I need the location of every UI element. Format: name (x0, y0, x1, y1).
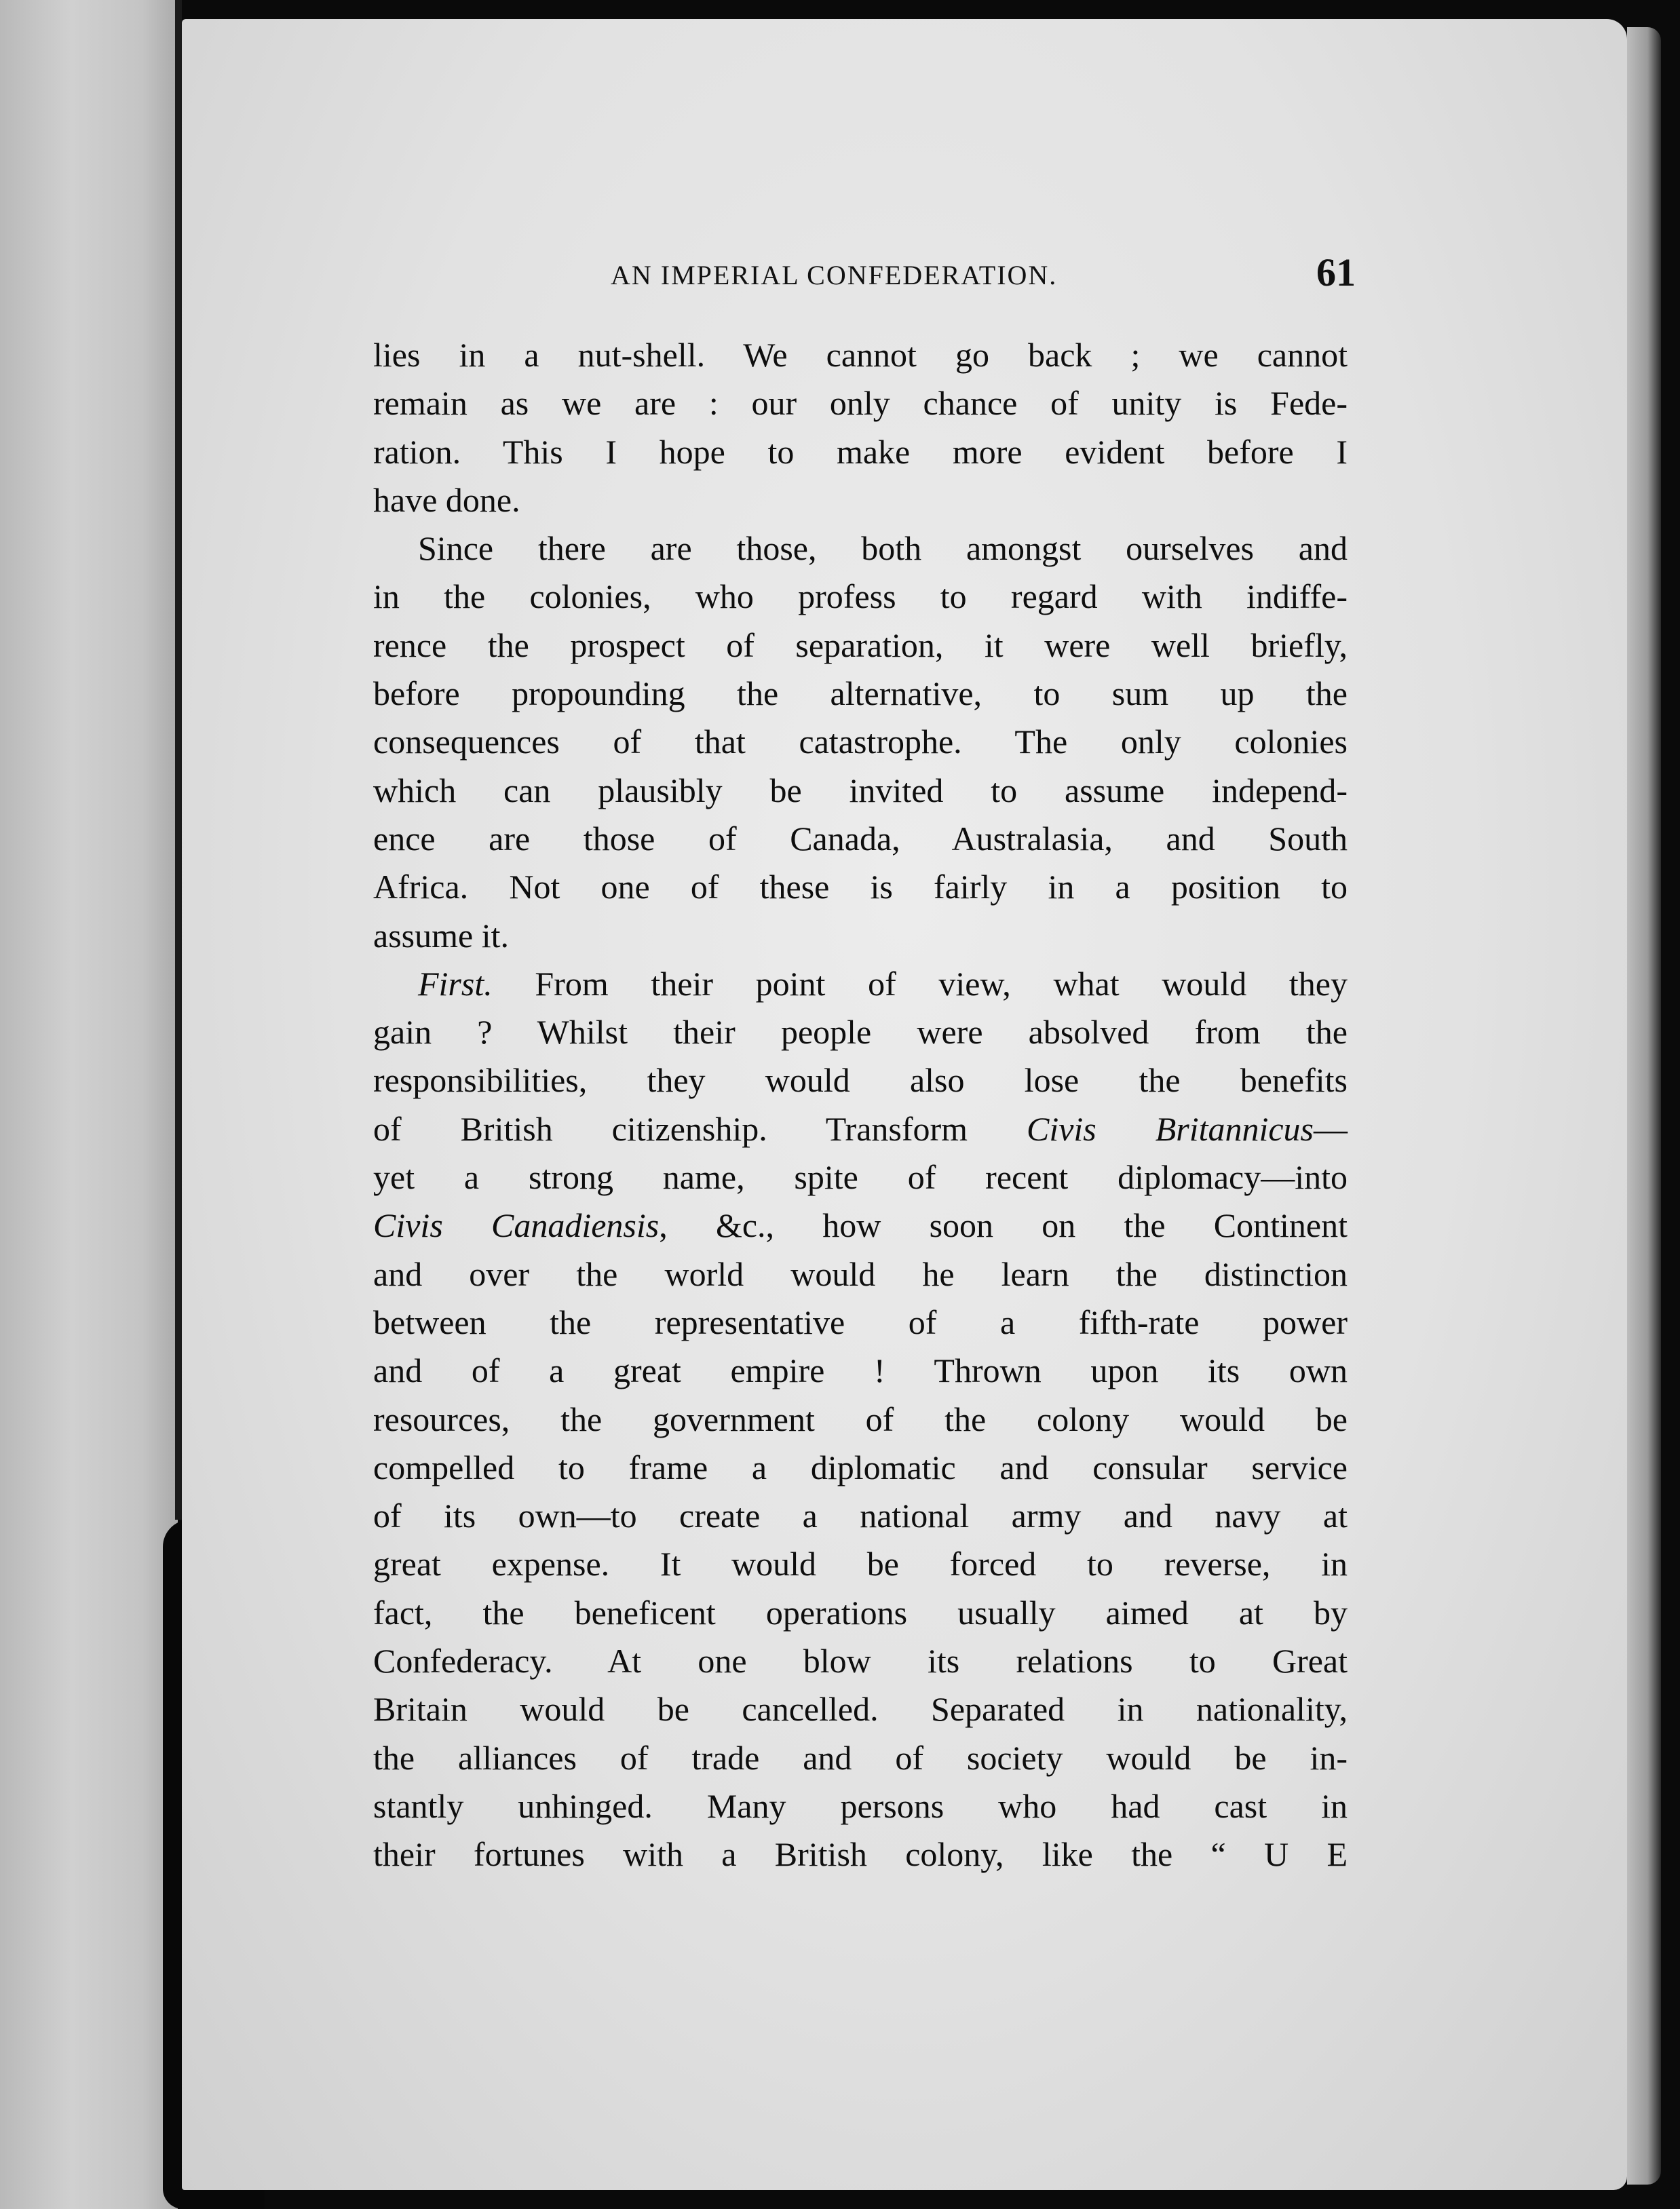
text-line: great expense. It would be forced to reverse, in (373, 1545, 1348, 1583)
text-line: ration. This I hope to make more evident before I (373, 432, 1348, 471)
text-line: between the representative of a fifth-rate power (373, 1303, 1348, 1341)
facing-page-edge (0, 0, 178, 2209)
text-line: lies in a nut-shell. We cannot go back ; we cannot (373, 336, 1348, 374)
text-line (373, 1105, 1348, 1153)
text-fragment: , &c., how soon on the Continent (659, 1206, 1348, 1245)
text-line: of its own—to create a national army and navy at (373, 1497, 1348, 1535)
text-line: remain as we are : our only chance of unity is Fede- (373, 384, 1348, 423)
text-line (373, 960, 1348, 1008)
text-line: and over the world would he learn the distinction (373, 1254, 1348, 1293)
text-line: in the colonies, who profess to regard with indiffe- (373, 577, 1348, 616)
text-line: which can plausibly be invited to assume independ- (373, 771, 1348, 809)
page-edge-right (1627, 27, 1661, 2185)
italic-first: First. (418, 964, 493, 1003)
text-fragment: From their point of view, what would they (535, 964, 1348, 1003)
text-line: stantly unhinged. Many persons who had cast in (373, 1786, 1348, 1825)
text-line: yet a strong name, spite of recent diplomacy—into (373, 1158, 1348, 1197)
text-line (373, 1202, 1348, 1250)
text-line: Since there are those, both amongst ourselves and (418, 529, 1348, 568)
page-number: 61 (1316, 250, 1356, 294)
em-dash: — (1314, 1109, 1348, 1148)
text-line: responsibilities, they would also lose the benefits (373, 1061, 1348, 1100)
text-line: gain ? Whilst their people were absolved from the (373, 1013, 1348, 1052)
text-line: ence are those of Canada, Australasia, and South (373, 819, 1348, 858)
text-line: before propounding the alternative, to sum up the (373, 674, 1348, 713)
text-line: fact, the beneficent operations usually aimed at by (373, 1593, 1348, 1632)
text-line: Britain would be cancelled. Separated in nationality, (373, 1690, 1348, 1729)
italic-civis-canadiensis: Civis Canadiensis (373, 1206, 660, 1245)
text-fragment: of British citizenship. Transform (373, 1109, 968, 1148)
text-line: rence the prospect of separation, it were well briefly, (373, 626, 1348, 664)
text-line: Africa. Not one of these is fairly in a position to (373, 868, 1348, 906)
text-line: their fortunes with a British colony, like the “ U E (373, 1835, 1348, 1874)
text-line: assume it. (373, 916, 509, 955)
text-line: have done. (373, 480, 520, 519)
running-title: AN IMPERIAL CONFEDERATION. (611, 260, 1058, 290)
text-line: compelled to frame a diplomatic and consular service (373, 1448, 1348, 1486)
text-line: the alliances of trade and of society would be in- (373, 1738, 1348, 1777)
text-line: and of a great empire ! Thrown upon its own (373, 1351, 1348, 1390)
text-line: Confederacy. At one blow its relations to Great (373, 1642, 1348, 1680)
body-text (373, 331, 1348, 1879)
italic-civis-britannicus: Civis Britannicus (1026, 1109, 1314, 1148)
binding-gutter (175, 0, 182, 1520)
text-line: consequences of that catastrophe. The only colonies (373, 723, 1348, 761)
text-line: resources, the government of the colony would be (373, 1400, 1348, 1438)
